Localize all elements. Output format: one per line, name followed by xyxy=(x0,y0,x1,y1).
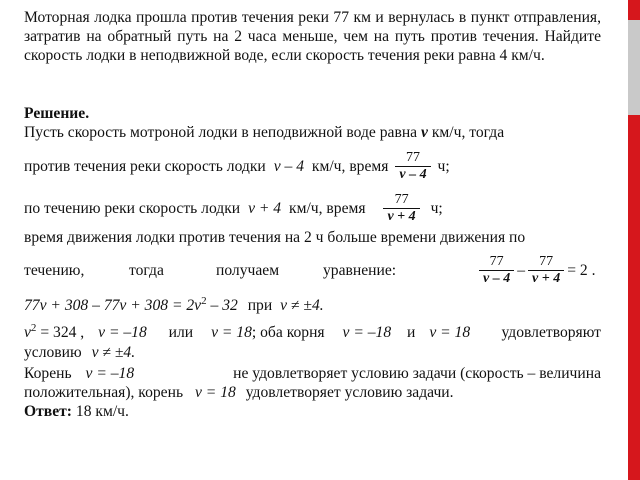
solution-line-10 xyxy=(24,383,454,402)
line2-post: ч; xyxy=(437,158,450,175)
eq1-frac1-den: v – 4 xyxy=(483,271,511,286)
line10-root: v = 18 xyxy=(194,384,236,401)
slide-accent-bar xyxy=(628,0,640,480)
line6-when: при xyxy=(247,297,273,314)
line7-root-1: v = –18 xyxy=(98,324,147,341)
line2-pre: против течения реки скорость лодки xyxy=(24,158,266,175)
eq1-frac2-num: 77 xyxy=(539,254,554,269)
line2-expr: v – 4 xyxy=(273,158,304,175)
line6-left: 77v + 308 – 77v + 308 = 2v xyxy=(24,297,202,314)
line6-exp: 2 xyxy=(201,295,207,307)
line3-fraction xyxy=(383,192,419,225)
line8-pre: условию xyxy=(24,344,82,361)
line7-text: ; оба корня xyxy=(251,324,325,341)
eq1-rhs: = 2 . xyxy=(567,262,596,279)
line5-word-2: тогда xyxy=(129,262,164,279)
line9-post: не удовлетворяет условию задачи (скорость – величина xyxy=(233,365,601,382)
eq1-fraction-1 xyxy=(479,254,514,287)
line10-post: удовлетворяет условию задачи. xyxy=(245,384,454,401)
line5-word-4: уравнение: xyxy=(323,262,397,279)
line7-or: или xyxy=(168,324,194,341)
line9-root: v = –18 xyxy=(85,365,135,382)
solution-line-9 xyxy=(24,364,601,383)
line6-cond: v ≠ ±4. xyxy=(280,297,324,314)
line1-var: v xyxy=(421,124,428,141)
line7-tail: удовлетворяют xyxy=(501,324,601,341)
eq1-fraction-2 xyxy=(528,254,564,287)
line7-lhs: v xyxy=(24,324,31,341)
line7-and: и xyxy=(407,324,416,341)
line9-pre: Корень xyxy=(24,365,72,382)
line3-mid: км/ч, время xyxy=(289,200,366,217)
eq1-frac2-den: v + 4 xyxy=(532,271,561,286)
eq1-minus: – xyxy=(517,262,526,279)
line3-pre: по течению реки скорость лодки xyxy=(24,200,241,217)
line1-pre: Пусть скорость мотроной лодки в неподвижной воде равна xyxy=(24,124,418,141)
line8-cond: v ≠ ±4. xyxy=(91,344,136,361)
line2-fraction-num: 77 xyxy=(405,150,420,165)
line1-post: км/ч, тогда xyxy=(431,124,505,141)
line3-expr: v + 4 xyxy=(248,200,282,217)
equation-1 xyxy=(476,254,596,287)
line10-pre: положительная), корень xyxy=(24,384,184,401)
answer-label: Ответ: xyxy=(24,403,72,420)
solution-line-2 xyxy=(24,150,450,183)
solution-line-6 xyxy=(24,296,324,317)
line2-fraction-den: v – 4 xyxy=(399,167,427,182)
line7-root-2: v = 18 xyxy=(211,324,252,341)
line7-root-3: v = –18 xyxy=(342,324,392,341)
solution-line-7 xyxy=(24,323,601,344)
problem-text: Моторная лодка прошла против течения реки 77 км и вернулась в пункт отправления, затратив на обратный путь на 2 часа меньше, чем на путь против течения. Найдите скорость лодки в неподвижной воде, если скорость течения реки равна 4 км/ч. xyxy=(24,9,601,64)
solution-line-1 xyxy=(24,123,504,142)
solution-title: Решение. xyxy=(24,105,90,122)
line2-fraction xyxy=(395,150,430,183)
solution-line-8 xyxy=(24,343,135,362)
slide-accent-gray xyxy=(628,20,640,115)
line3-fraction-den: v + 4 xyxy=(387,209,416,224)
line2-mid: км/ч, время xyxy=(311,158,389,175)
answer-value: 18 км/ч. xyxy=(75,403,129,420)
solution-line-3 xyxy=(24,192,443,225)
line5-word-3: получаем xyxy=(216,262,280,279)
line7-exp: 2 xyxy=(30,322,37,334)
line7-root-4: v = 18 xyxy=(429,324,471,341)
line3-post: ч; xyxy=(430,200,443,217)
line7-eq: = 324 , xyxy=(40,324,85,341)
line5-word-1: течению, xyxy=(24,262,85,279)
eq1-frac1-num: 77 xyxy=(489,254,504,269)
line6-right: – 32 xyxy=(210,297,238,314)
answer-line xyxy=(24,402,129,421)
line3-fraction-num: 77 xyxy=(394,192,409,207)
solution-line-4: время движения лодки против течения на 2 ч больше времени движения по xyxy=(24,229,526,246)
